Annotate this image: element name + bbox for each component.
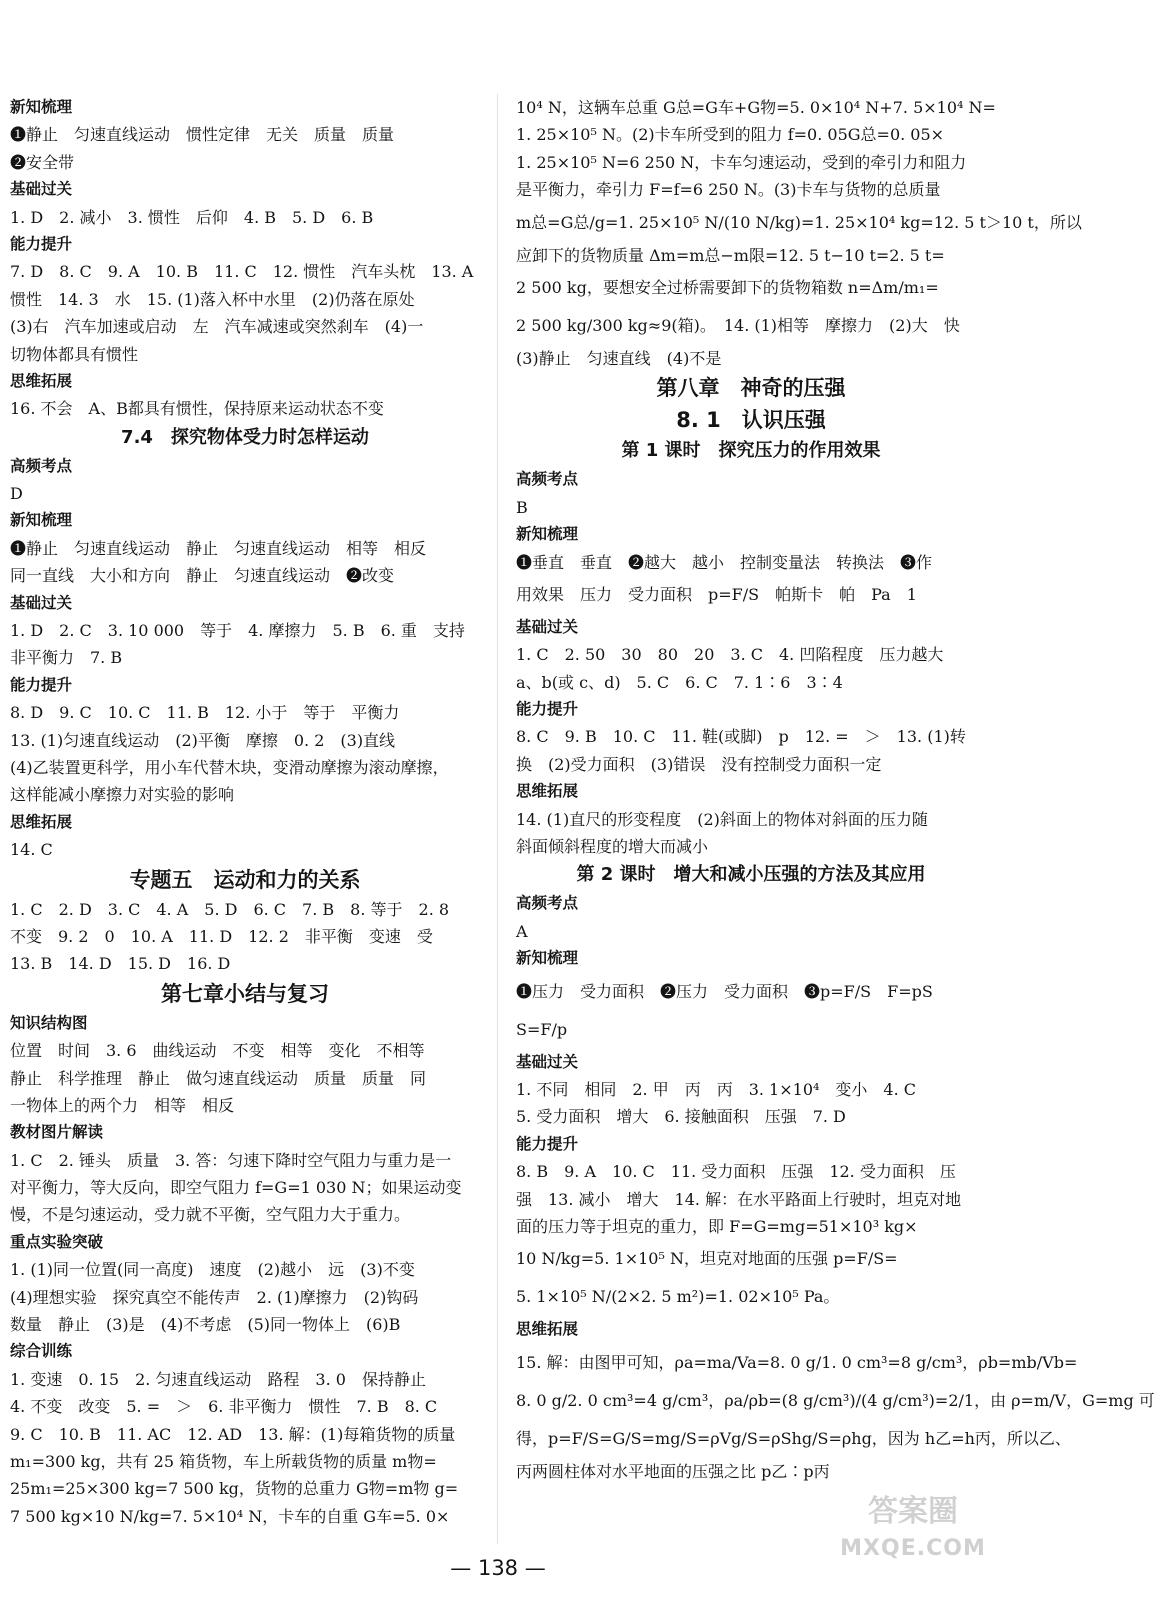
left-answer-line: 13. B 14. D 15. D 16. D: [10, 954, 231, 974]
right-answer-line: B: [516, 497, 528, 517]
right-section-heading: 思维拓展: [516, 782, 579, 801]
right-answer-line: 斜面倾斜程度的增大而减小: [516, 837, 709, 857]
right-section-heading: 高频考点: [516, 470, 579, 489]
right-answer-line: A: [516, 921, 528, 941]
right-equation-line: 5. 1×10⁵ N/(2×2. 5 m²)=1. 02×10⁵ Pa。: [516, 1287, 840, 1307]
left-answer-line: 切物体都具有惯性: [10, 344, 139, 364]
left-answer-line: 静止 科学推理 静止 做匀速直线运动 质量 质量 同: [10, 1068, 427, 1088]
left-answer-line: 25m₁=25×300 kg=7 500 kg，货物的总重力 G物=m物 g=: [10, 1479, 459, 1499]
left-answer-line: 一物体上的两个力 相等 相反: [10, 1095, 235, 1115]
right-equation-line: S=F/p: [516, 1019, 568, 1039]
right-section-heading: 新知梳理: [516, 949, 579, 968]
left-section-heading: 教材图片解读: [10, 1123, 104, 1142]
watermark-logo: 答案圈: [868, 1494, 958, 1529]
left-answer-line: 1. D 2. 减小 3. 惯性 后仰 4. B 5. D 6. B: [10, 207, 374, 227]
left-section-heading: 基础过关: [10, 593, 73, 612]
right-answer-line: 1. C 2. 50 30 80 20 3. C 4. 凹陷程度 压力越大: [516, 645, 944, 665]
right-equation-line: m总=G总/g=1. 25×10⁵ N/(10 N/kg)=1. 25×10⁴ kg=12. 5 t＞10 t，所以: [516, 212, 1082, 232]
right-equation-line: 得，p=F/S=G/S=mg/S=ρVg/S=ρShg/S=ρhg，因为 h乙=h丙，所以乙、: [516, 1428, 1071, 1448]
right-answer-line: 8. B 9. A 10. C 11. 受力面积 压强 12. 受力面积 压: [516, 1162, 956, 1182]
right-equation-line: ❶压力 受力面积 ❷压力 受力面积 ❸p=F/S F=pS: [516, 981, 933, 1001]
left-section-heading: 重点实验突破: [10, 1232, 104, 1251]
left-answer-line: 1. (1)同一位置(同一高度) 速度 (2)越小 远 (3)不变: [10, 1260, 415, 1280]
left-section-heading: 知识结构图: [10, 1013, 88, 1032]
left-section-heading: 新知梳理: [10, 511, 73, 530]
left-section-heading: 能力提升: [10, 675, 73, 694]
right-chapter-title: 8. 1 认识压强: [676, 408, 826, 433]
left-answer-line: 7. D 8. C 9. A 10. B 11. C 12. 惯性 汽车头枕 13. A: [10, 262, 474, 282]
watermark-text: MXQE.COM: [840, 1536, 986, 1561]
left-answer-line: 同一直线 大小和方向 静止 匀速直线运动 ❷改变: [10, 566, 395, 586]
page-number-value: 138: [477, 1556, 519, 1580]
left-answer-line: m₁=300 kg，共有 25 箱货物，车上所载货物的质量 m物=: [10, 1451, 437, 1471]
right-answer-line: 10⁴ N，这辆车总重 G总=G车+G物=5. 0×10⁴ N+7. 5×10⁴ N=: [516, 98, 996, 117]
left-section-heading: 思维拓展: [10, 371, 73, 390]
right-answer-line: 换 (2)受力面积 (3)错误 没有控制受力面积一定: [516, 754, 882, 774]
watermark: [838, 1490, 988, 1580]
right-answer-line: 强 13. 减小 增大 14. 解：在水平路面上行驶时，坦克对地: [516, 1189, 962, 1209]
column-divider: [497, 94, 498, 1544]
right-equation-line: 15. 解：由图甲可知，ρa=ma/Va=8. 0 g/1. 0 cm³=8 g/cm³，ρb=mb/Vb=: [516, 1352, 1078, 1372]
right-answer-line: 1. 25×10⁵ N。(2)卡车所受到的阻力 f=0. 05G总=0. 05×: [516, 125, 945, 145]
right-equation-line: 2 500 kg，要想安全过桥需要卸下的货物箱数 n=Δm/m₁=: [516, 277, 939, 297]
right-answer-line: 1. 25×10⁵ N=6 250 N，卡车匀速运动，受到的牵引力和阻力: [516, 152, 967, 172]
left-answer-line: (4)理想实验 探究真空不能传声 2. (1)摩擦力 (2)钩码: [10, 1287, 419, 1307]
right-section-heading: 能力提升: [516, 700, 579, 719]
right-equation-line: 2 500 kg/300 kg≈9(箱)。 14. (1)相等 摩擦力 (2)大 快: [516, 315, 960, 335]
left-answer-line: 13. (1)匀速直线运动 (2)平衡 摩擦 0. 2 (3)直线: [10, 730, 396, 750]
left-answer-line: 位置 时间 3. 6 曲线运动 不变 相等 变化 不相等: [10, 1041, 425, 1061]
right-lesson-title: 第 2 课时 增大和减小压强的方法及其应用: [576, 864, 926, 886]
right-column: [516, 94, 1155, 1485]
right-section-heading: 基础过关: [516, 617, 579, 636]
left-section-heading: 思维拓展: [10, 812, 73, 831]
left-answer-line: 非平衡力 7. B: [10, 648, 123, 668]
right-answer-line: 面的压力等于坦克的重力，即 F=G=mg=51×10³ kg×: [516, 1216, 918, 1236]
right-section-heading: 基础过关: [516, 1052, 579, 1071]
left-chapter-title: 专题五 运动和力的关系: [129, 867, 361, 892]
left-answer-line: 1. 变速 0. 15 2. 匀速直线运动 路程 3. 0 保持静止: [10, 1369, 426, 1389]
right-answer-line: a、b(或 c、d) 5. C 6. C 7. 1∶6 3∶4: [516, 672, 843, 692]
right-section-heading: 能力提升: [516, 1134, 579, 1153]
left-answer-line: ❶静止 匀速直线运动 静止 匀速直线运动 相等 相反: [10, 538, 427, 558]
left-answer-line: 不变 9. 2 0 10. A 11. D 12. 2 非平衡 变速 受: [10, 926, 433, 946]
left-answer-line: 对平衡力，等大反向，即空气阻力 f=G=1 030 N；如果运动变: [10, 1178, 462, 1198]
right-answer-line: 5. 受力面积 增大 6. 接触面积 压强 7. D: [516, 1107, 846, 1127]
left-column: [10, 94, 480, 1530]
left-answer-line: D: [10, 484, 23, 504]
right-answer-line: ❶垂直 垂直 ❷越大 越小 控制变量法 转换法 ❸作: [516, 552, 933, 572]
right-lesson-title: 第 1 课时 探究压力的作用效果: [621, 440, 881, 462]
left-answer-line: 8. D 9. C 10. C 11. B 12. 小于 等于 平衡力: [10, 703, 400, 723]
left-answer-line: (4)乙装置更科学，用小车代替木块，变滑动摩擦为滚动摩擦，: [10, 757, 449, 777]
left-lesson-title: 7.4 探究物体受力时怎样运动: [121, 426, 369, 448]
left-answer-line: 数量 静止 (3)是 (4)不考虑 (5)同一物体上 (6)B: [10, 1315, 401, 1335]
right-chapter-title: 第八章 神奇的压强: [656, 376, 846, 401]
right-answer-line: 是平衡力，牵引力 F=f=6 250 N。(3)卡车与货物的总质量: [516, 180, 941, 200]
right-answer-line: 丙两圆柱体对水平地面的压强之比 p乙∶p丙: [516, 1461, 830, 1481]
left-answer-line: 惯性 14. 3 水 15. (1)落入杯中水里 (2)仍落在原处: [10, 289, 415, 309]
right-answer-line: 8. C 9. B 10. C 11. 鞋(或脚) p 12. = ＞ 13. (1)转: [516, 727, 966, 747]
right-answer-line: 1. 不同 相同 2. 甲 丙 丙 3. 1×10⁴ 变小 4. C: [516, 1079, 917, 1099]
left-answer-line: 1. C 2. 锤头 质量 3. 答：匀速下降时空气阻力与重力是一: [10, 1150, 452, 1170]
left-answer-line: ❷安全带: [10, 152, 75, 172]
left-chapter-title: 第七章小结与复习: [161, 981, 329, 1006]
left-answer-line: (3)右 汽车加速或启动 左 汽车减速或突然刹车 (4)一: [10, 317, 424, 337]
right-equation-line: 用效果 压力 受力面积 p=F/S 帕斯卡 帕 Pa 1: [516, 584, 917, 604]
left-answer-line: 1. C 2. D 3. C 4. A 5. D 6. C 7. B 8. 等于 2. 8: [10, 899, 450, 919]
right-answer-line: 应卸下的货物质量 Δm=m总−m限=12. 5 t−10 t=2. 5 t=: [516, 245, 945, 265]
left-answer-line: 1. D 2. C 3. 10 000 等于 4. 摩擦力 5. B 6. 重 支持: [10, 621, 465, 641]
page-number: — 138 —: [450, 1556, 546, 1580]
left-answer-line: 4. 不变 改变 5. = ＞ 6. 非平衡力 惯性 7. B 8. C: [10, 1397, 438, 1417]
right-section-heading: 思维拓展: [516, 1320, 579, 1339]
left-section-heading: 综合训练: [10, 1342, 73, 1361]
left-section-heading: 基础过关: [10, 180, 73, 199]
left-answer-line: ❶静止 匀速直线运动 惯性定律 无关 质量 质量: [10, 125, 395, 145]
left-answer-line: 这样能减小摩擦力对实验的影响: [10, 785, 235, 805]
right-equation-line: 8. 0 g/2. 0 cm³=4 g/cm³，ρa/ρb=(8 g/cm³)/(4 g/cm³)=2/1，由 ρ=m/V，G=mg 可: [516, 1390, 1155, 1410]
left-answer-line: 9. C 10. B 11. AC 12. AD 13. 解：(1)每箱货物的质量: [10, 1424, 456, 1444]
left-section-heading: 新知梳理: [10, 98, 73, 116]
right-section-heading: 新知梳理: [516, 525, 579, 544]
left-answer-line: 16. 不会 A、B都具有惯性，保持原来运动状态不变: [10, 399, 384, 419]
right-answer-line: 14. (1)直尺的形变程度 (2)斜面上的物体对斜面的压力随: [516, 809, 928, 829]
left-section-heading: 高频考点: [10, 456, 73, 475]
right-answer-line: (3)静止 匀速直线 (4)不是: [516, 348, 722, 368]
right-section-heading: 高频考点: [516, 894, 579, 913]
left-answer-line: 7 500 kg×10 N/kg=7. 5×10⁴ N，卡车的自重 G车=5. 0×: [10, 1506, 450, 1526]
left-answer-line: 慢，不是匀速运动，受力就不平衡，空气阻力大于重力。: [10, 1205, 411, 1225]
right-equation-line: 10 N/kg=5. 1×10⁵ N，坦克对地面的压强 p=F/S=: [516, 1249, 898, 1269]
left-answer-line: 14. C: [10, 840, 53, 860]
left-section-heading: 能力提升: [10, 234, 73, 253]
